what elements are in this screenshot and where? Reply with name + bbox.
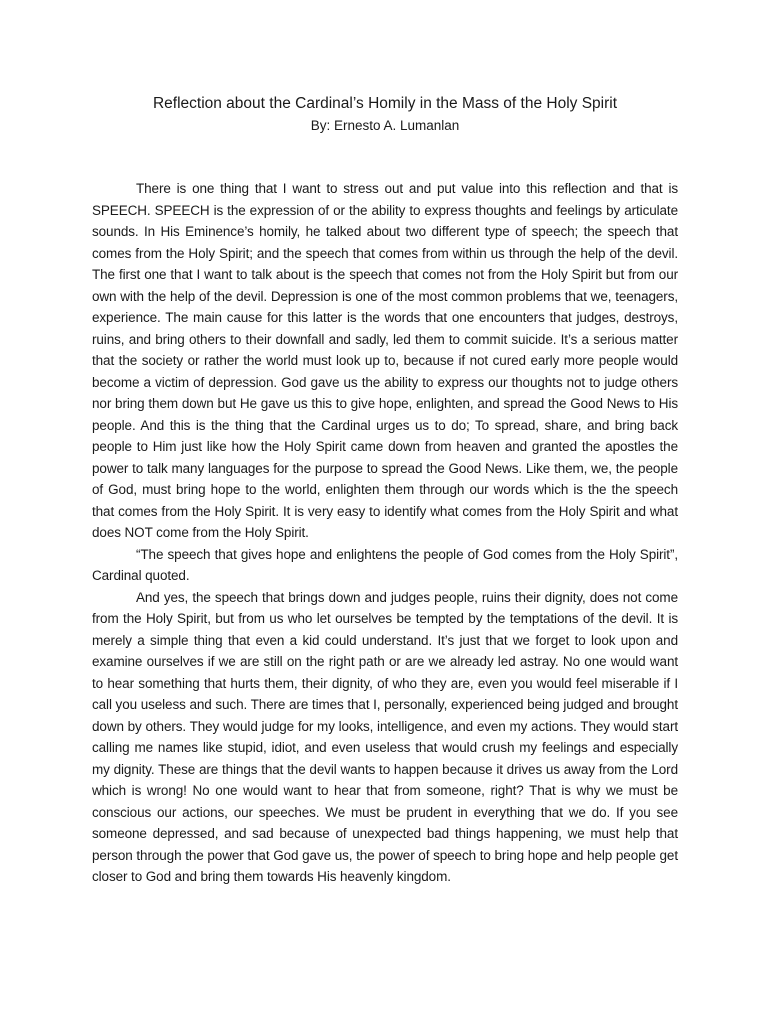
document-page <box>92 94 678 888</box>
document-byline: By: Ernesto A. Lumanlan <box>310 118 460 133</box>
document-body <box>92 178 678 888</box>
paragraph-2: “The speech that gives hope and enlightens the people of God comes from the Holy Spirit”, Cardinal quoted. <box>92 546 678 583</box>
document-title: Reflection about the Cardinal’s Homily in the Mass of the Holy Spirit <box>152 95 618 112</box>
paragraph-1: There is one thing that I want to stress out and put value into this reflection and that is SPEECH. SPEECH is the expression of or the ability to express thoughts and feelings by articulate sounds. In His Eminence’s homily, he talked about two different type of speech; the speech that comes from the Holy Spirit; and the speech that comes from within us through the help of the devil. The first one that I want to talk about is the speech that comes not from the Holy Spirit but from our own with the help of the devil. Depression is one of the most common problems that we, teenagers, experience. The main cause for this latter is the words that one encounters that judges, destroys, ruins, and bring others to their downfall and sadly, led them to commit suicide. It’s a serious matter that the society or rather the world must look up to, because if not cured early more people would become a victim of depression. God gave us the ability to express our thoughts not to judge others nor bring them down but He gave us this to give hope, enlighten, and spread the Good News to His people. And this is the thing that the Cardinal urges us to do; To spread, share, and bring back people to Him just like how the Holy Spirit came down from heaven and granted the apostles the power to talk many languages for the purpose to spread the Good News. Like them, we, the people of God, must bring hope to the world, enlighten them through our words which is the the speech that comes from the Holy Spirit. It is very easy to identify what comes from the Holy Spirit and what does NOT come from the Holy Spirit. <box>92 181 678 540</box>
paragraph-3: And yes, the speech that brings down and judges people, ruins their dignity, does not come from the Holy Spirit, but from us who let ourselves be tempted by the temptations of the devil. It is merely a simple thing that even a kid could understand. It’s just that we forget to look upon and examine ourselves if we are still on the right path or are we already led astray. No one would want to hear something that hurts them, their dignity, of who they are, even you would feel miserable if I call you useless and such. There are times that I, personally, experienced being judged and brought down by others. They would judge for my looks, intelligence, and even my actions. They would start calling me names like stupid, idiot, and even useless that would crush my feelings and especially my dignity. These are things that the devil wants to happen because it drives us away from the Lord which is wrong! No one would want to hear that from someone, right? That is why we must be conscious our actions, our speeches. We must be prudent in everything that we do. If you see someone depressed, and sad because of unexpected bad things happening, we must help that person through the power that God gave us, the power of speech to bring hope and help people get closer to God and bring them towards His heavenly kingdom. <box>92 589 678 884</box>
